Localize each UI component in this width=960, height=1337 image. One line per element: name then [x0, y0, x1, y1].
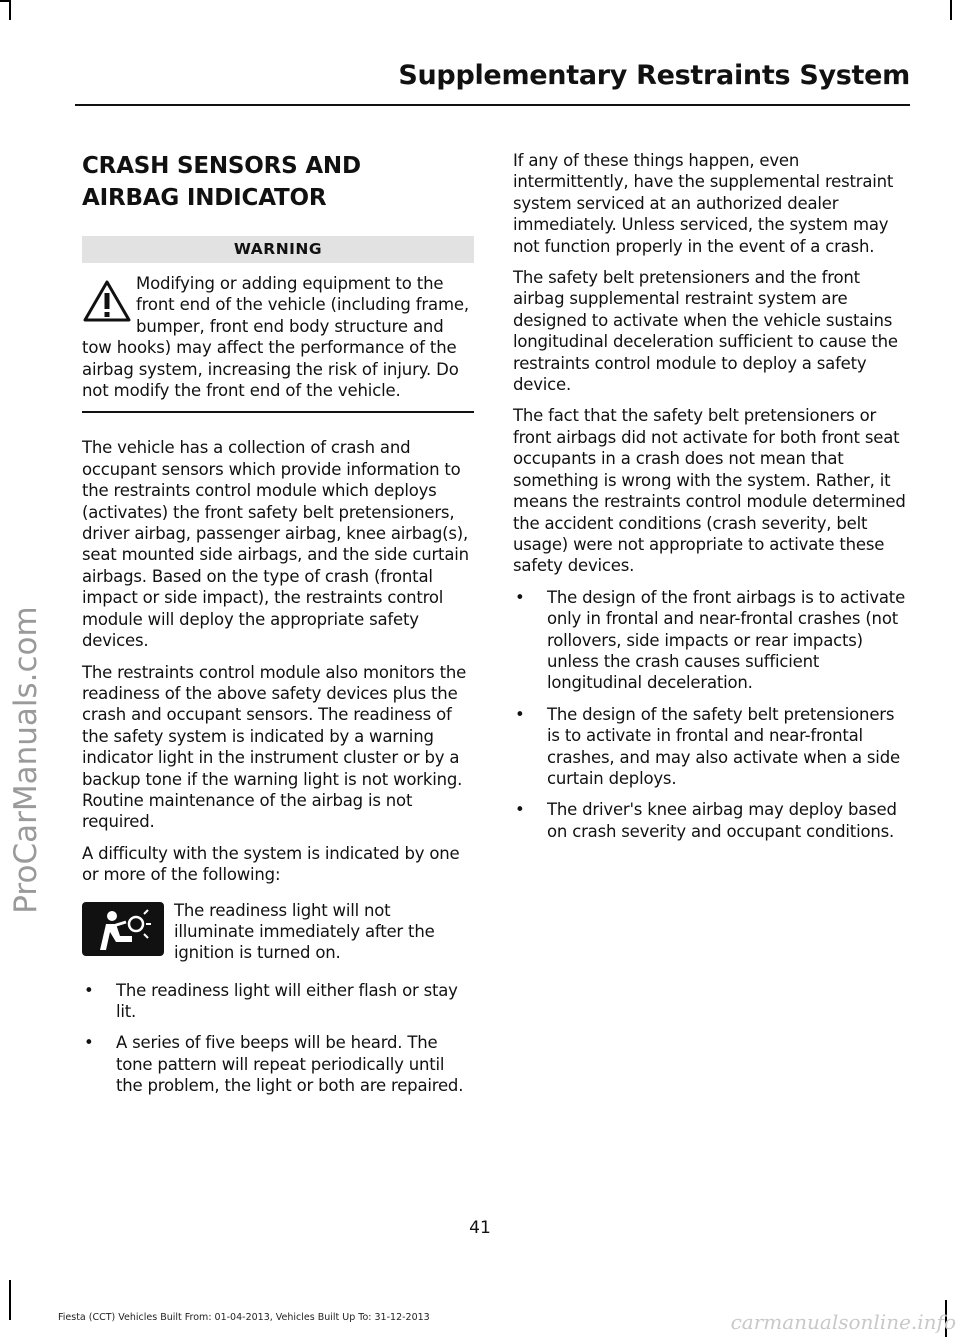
list-item-text: The readiness light will either flash or stay lit.	[116, 980, 458, 1021]
list-item-text: The design of the front airbags is to activate only in frontal and near-frontal crashes (not rollovers, side impacts or rear impacts) unless the crash causes sufficient longitudinal deceleration.	[547, 587, 906, 693]
warning-triangle-icon	[82, 279, 132, 323]
paragraph: The vehicle has a collection of crash and occupant sensors which provide information to the restraints control module which deploys (activates) the front safety belt pretensioners, driver airbag, passenger airbag, knee airbag(s), seat mounted side airbags, and the side curtain airbags. Based on the type of crash (frontal impact or side impact), the restraints control module will deploy the appropriate safety devices.	[82, 438, 469, 651]
right-column	[513, 150, 908, 852]
warning-text: Modifying or adding equipment to the front end of the vehicle (including frame, bumper, front end body structure and tow hooks) may affect the performance of the airbag system, increasing the risk of injury. Do not modify the front end of the vehicle.	[82, 274, 470, 401]
paragraph: The restraints control module also monitors the readiness of the above safety devices plus the crash and occupant sensors. The readiness of the safety system is indicated by a warning indicator light in the instrument cluster or by a backup tone if the warning light is not working. Routine maintenance of the airbag is not required.	[82, 662, 467, 832]
bullet-symbol: •	[84, 980, 94, 1000]
paragraph: The safety belt pretensioners and the front airbag supplemental restraint system are designed to activate when the vehicle sustains longitudinal deceleration sufficient to cause the restraints control module to deploy a safety device.	[513, 268, 898, 395]
section-title-line2: AIRBAG INDICATOR	[82, 185, 327, 211]
list-item-text: The driver's knee airbag may deploy based on crash severity and occupant conditions.	[547, 800, 897, 841]
list-item	[513, 704, 908, 790]
crop-mark	[9, 0, 11, 20]
page-number: 41	[469, 1218, 491, 1238]
list-item-text: A series of five beeps will be heard. The tone pattern will repeat periodically until the problem, the light or both are repaired.	[116, 1033, 464, 1096]
paragraph: A difficulty with the system is indicated by one or more of the following:	[82, 843, 460, 885]
left-column	[82, 150, 474, 1107]
list-item-text: The design of the safety belt pretensioners is to activate in frontal and near-frontal crashes, and may also activate when a side curtain deploys.	[547, 704, 900, 788]
crop-mark	[9, 1280, 11, 1320]
bullet-symbol: •	[515, 587, 525, 607]
list-item	[82, 980, 474, 1023]
warning-label: WARNING	[82, 236, 474, 263]
list-item	[82, 1032, 474, 1096]
bullet-symbol: •	[84, 1033, 94, 1053]
vertical-watermark	[6, 480, 46, 1040]
bullet-symbol: •	[515, 800, 525, 820]
crop-mark	[0, 0, 9, 2]
paragraph: The fact that the safety belt pretensioners or front airbags did not activate for both front seat occupants in a crash does not mean that something is wrong with the system. Rather, it means the restraints control module determined the accident conditions (crash severity, belt usage) were not appropriate to activate these safety devices.	[513, 406, 906, 576]
header-divider	[75, 104, 910, 106]
airbag-warning-icon	[82, 902, 164, 956]
bullet-symbol: •	[515, 704, 525, 724]
indicator-description: The readiness light will not illuminate immediately after the ignition is turned on.	[174, 900, 435, 963]
list-item	[513, 799, 908, 842]
list-item	[513, 587, 908, 694]
site-watermark: carmanualsonline.info	[730, 1310, 956, 1334]
page-header-title: Supplementary Restraints System	[398, 60, 910, 91]
section-title	[82, 150, 474, 214]
indicator-row	[82, 900, 474, 966]
footer-text: Fiesta (CCT) Vehicles Built From: 01-04-2013, Vehicles Built Up To: 31-12-2013	[58, 1312, 430, 1323]
crop-mark	[950, 0, 952, 20]
paragraph: If any of these things happen, even intermittently, have the supplemental restraint system serviced at an authorized dealer immediately. Unless serviced, the system may not function properly in the event of a crash.	[513, 151, 894, 256]
warning-box	[82, 273, 474, 401]
watermark-text: ProCarManuals.com	[8, 606, 44, 914]
section-title-line1: CRASH SENSORS AND	[82, 153, 361, 179]
warning-divider	[82, 411, 474, 413]
